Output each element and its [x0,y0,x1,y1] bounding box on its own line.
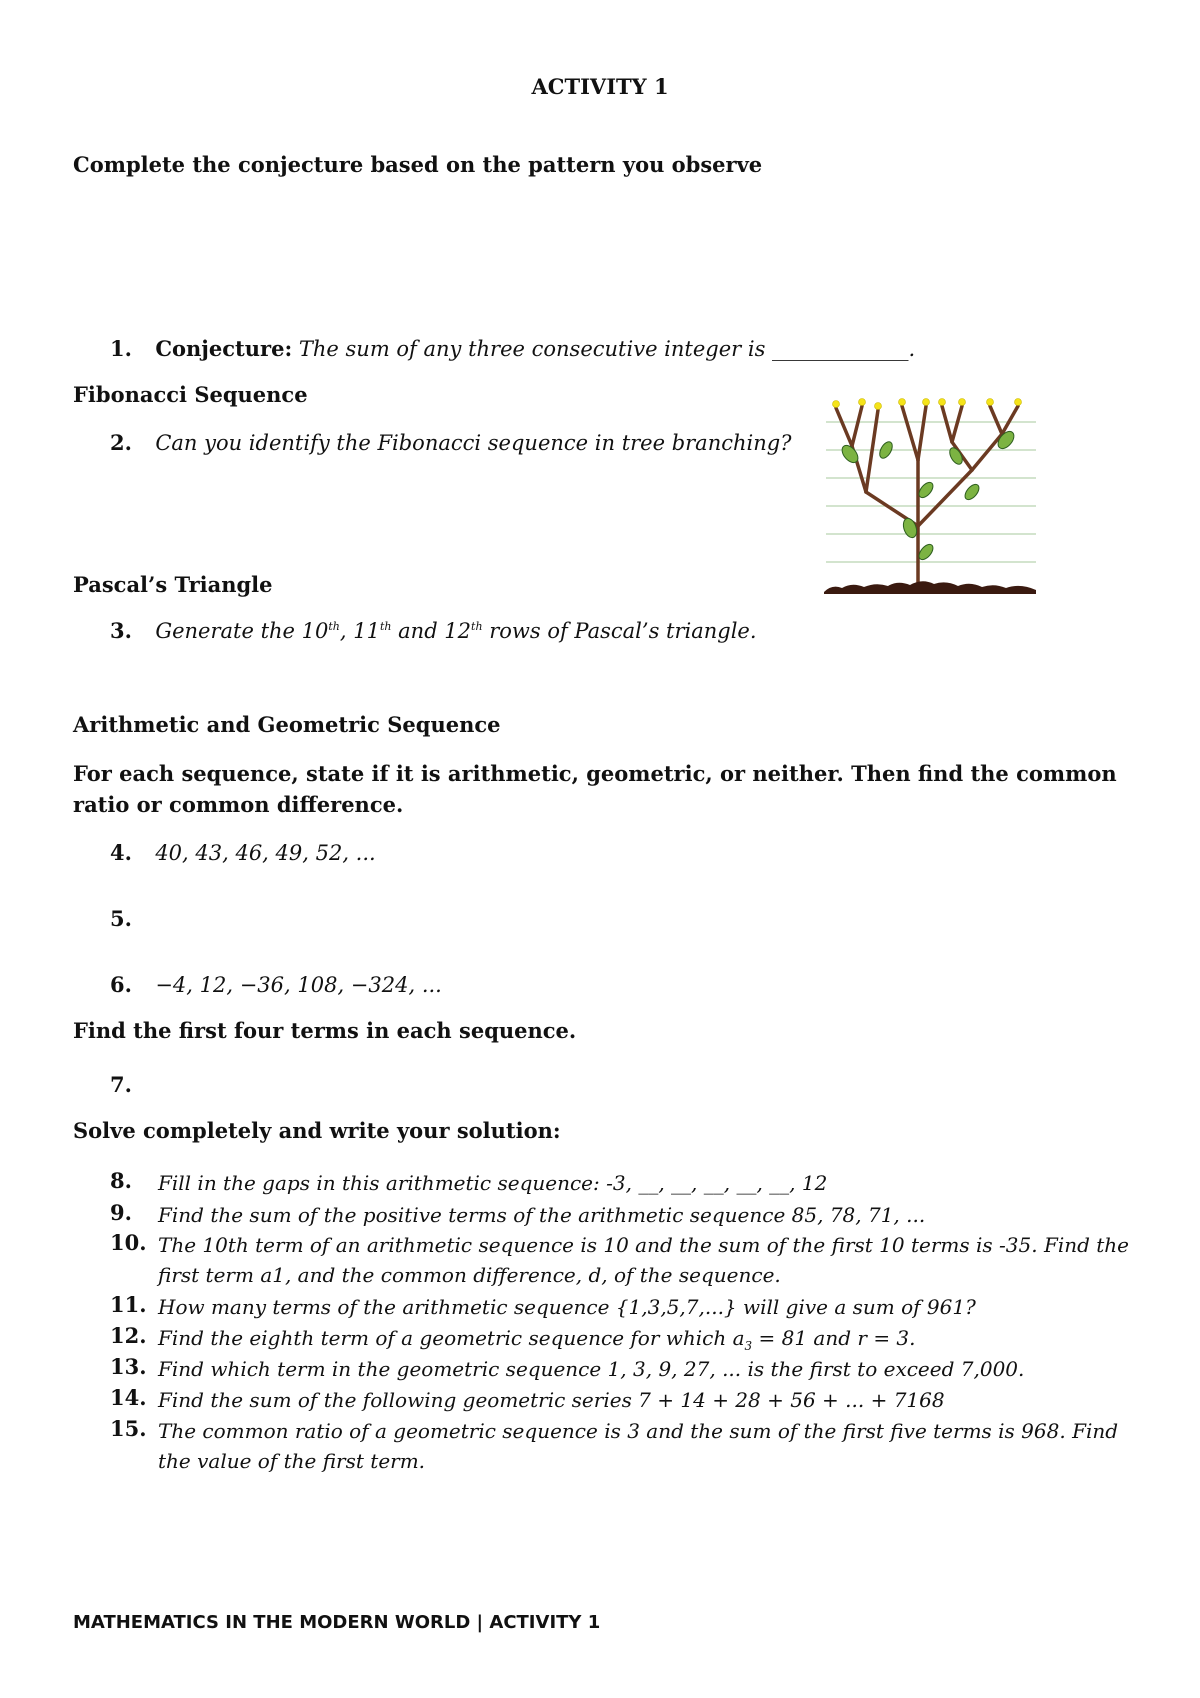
question-4 [110,840,376,865]
problem-text: Fill in the gaps in this arithmetic sequence: -3, __, __, __, __, __, 12 [158,1171,828,1195]
conjecture-label: Conjecture: [155,336,293,361]
problem-number: 9. [110,1200,132,1225]
problem-text: The 10th term of an arithmetic sequence is 10 and the sum of the first 10 terms is -35. Find the first term a1, and the common difference, d, of the sequence. [158,1233,1130,1287]
page-footer: MATHEMATICS IN THE MODERN WORLD | ACTIVITY 1 [73,1612,601,1633]
problem-number: 12. [110,1323,147,1348]
arith-geo-heading: Arithmetic and Geometric Sequence [73,712,501,737]
problem-text: Find the sum of the following geometric series 7 + 14 + 28 + 56 + ... + 7168 [158,1388,945,1412]
conjecture-text: The sum of any three consecutive integer is _____________. [298,337,916,361]
fibonacci-heading: Fibonacci Sequence [73,382,308,407]
problem-text: Find which term in the geometric sequence 1, 3, 9, 27, ... is the first to exceed 7,000. [158,1357,1025,1381]
problem-number: 13. [110,1354,147,1379]
pascal-heading: Pascal’s Triangle [73,572,273,597]
question-5 [110,906,132,931]
question-3 [110,618,810,643]
soil [824,581,1036,594]
question-number: 6. [110,972,132,997]
problem-number: 10. [110,1230,147,1255]
question-6 [110,972,442,997]
solve-heading: Solve completely and write your solution: [73,1118,561,1143]
question-number: 4. [110,840,132,865]
question-text: Can you identify the Fibonacci sequence in tree branching? [155,431,792,455]
question-1 [110,336,1010,361]
question-number: 2. [110,430,132,455]
arith-geo-instruction: For each sequence, state if it is arithmetic, geometric, or neither. Then find the common ratio or common difference. [73,761,1117,817]
four-terms-heading: Find the first four terms in each sequence. [73,1018,577,1043]
sequence-text: 40, 43, 46, 49, 52, ... [155,841,376,865]
intro-instruction: Complete the conjecture based on the pattern you observe [73,152,763,177]
problem-text: How many terms of the arithmetic sequence {1,3,5,7,...} will give a sum of 961? [158,1295,976,1319]
problem-number: 8. [110,1168,132,1193]
question-2 [110,430,810,455]
question-number: 5. [110,906,132,931]
page-title: ACTIVITY 1 [531,74,669,99]
problem-text: Find the sum of the positive terms of the arithmetic sequence 85, 78, 71, ... [158,1203,926,1227]
problem-text: The common ratio of a geometric sequence is 3 and the sum of the first five terms is 968. Find the value of the first term. [158,1419,1119,1473]
question-number: 7. [110,1072,132,1097]
question-number: 1. [110,336,132,361]
problem-number: 15. [110,1416,147,1441]
question-number: 3. [110,618,132,643]
tree-branching-image [822,388,1038,598]
problem-text: Find the eighth term of a geometric sequence for which $a_3 = 81$ and r = 3. [158,1326,916,1353]
sequence-text: −4, 12, −36, 108, −324, ... [155,973,442,997]
question-text: Generate the 10th, 11th and 12th rows of Pascal’s triangle. [155,619,757,643]
question-7 [110,1072,132,1097]
problem-number: 14. [110,1385,147,1410]
problem-number: 11. [110,1292,147,1317]
